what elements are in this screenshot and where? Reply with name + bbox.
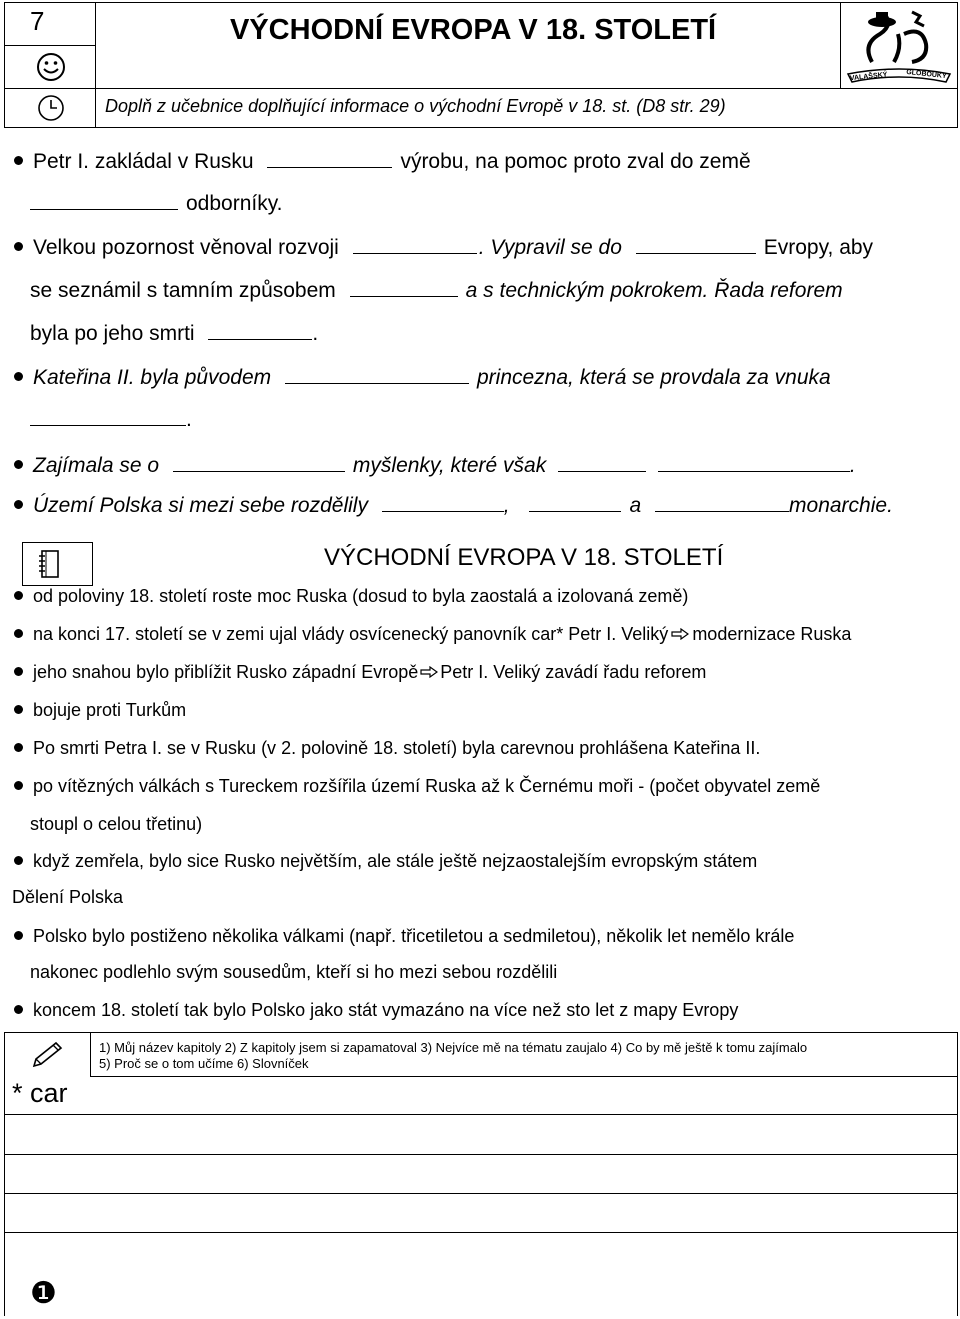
exercise-line-8: Zajímala se o myšlenky, které však . — [14, 450, 856, 478]
arrow-right-icon — [420, 662, 438, 683]
answer-blank[interactable] — [655, 490, 789, 512]
reflection-prompts-1: 1) Můj název kapitoly 2) Z kapitoly jsem si zapamatoval 3) Nejvíce mě na tématu zaujalo 4) Co by mě ještě k tomu zajímalo — [99, 1040, 808, 1055]
page-title: VÝCHODNÍ EVROPA V 18. STOLETÍ — [230, 14, 717, 46]
notes-line-4: bojuje proti Turkům — [14, 700, 186, 721]
school-logo — [842, 4, 956, 91]
smiley-face-icon — [36, 52, 66, 87]
logo-text-right: GLOBOUKY — [905, 68, 947, 81]
footer-vline — [90, 1032, 91, 1076]
footer-hline-2 — [4, 1114, 958, 1115]
header-vline-1 — [95, 2, 96, 128]
answer-blank[interactable] — [353, 232, 477, 254]
bullet — [14, 743, 23, 752]
footer-hline-1 — [90, 1076, 958, 1077]
answer-blank[interactable] — [30, 404, 186, 426]
bullet — [14, 1005, 23, 1014]
notes-line-3: jeho snahou bylo přiblížit Rusko západní Evropě Petr I. Veliký zavádí řadu reforem — [14, 662, 706, 683]
exercise-line-4: se seznámil s tamním způsobem a s technickým pokrokem. Řada reforem — [30, 275, 843, 303]
bullet — [14, 372, 23, 381]
exercise-line-7: . — [30, 404, 192, 432]
answer-blank[interactable] — [173, 450, 345, 472]
bullet — [14, 500, 23, 509]
notes-title: VÝCHODNÍ EVROPA V 18. STOLETÍ — [324, 544, 724, 571]
answer-blank[interactable] — [208, 318, 312, 340]
exercise-line-2: odborníky. — [30, 188, 283, 216]
header-vline-2 — [840, 2, 841, 88]
bullet — [14, 460, 23, 469]
bullet — [14, 856, 23, 865]
clock-icon — [37, 94, 65, 127]
pencil-icon — [30, 1040, 64, 1075]
exercise-line-6: Kateřina II. byla původem princezna, která se provdala za vnuka — [14, 362, 831, 390]
notes-line-1: od poloviny 18. století roste moc Ruska (dosud to byla zaostalá a izolovaná země) — [14, 586, 688, 607]
footer-hline-4 — [4, 1193, 958, 1194]
footer-table — [4, 1032, 958, 1316]
answer-blank[interactable] — [285, 362, 469, 384]
notebook-icon — [36, 548, 62, 585]
notes-subheading: Dělení Polska — [12, 887, 124, 907]
page-marker: ❶ — [30, 1277, 57, 1310]
bullet — [14, 629, 23, 638]
chapter-number: 7 — [30, 6, 45, 36]
notes-line-8: když zemřela, bylo sice Rusko největším, ale stále ještě nejzaostalejším evropským státem — [14, 851, 757, 872]
bullet — [14, 931, 23, 940]
answer-blank[interactable] — [30, 188, 178, 210]
bullet — [14, 156, 23, 165]
header-hline-2 — [4, 88, 958, 89]
notes-title-vline — [92, 542, 93, 586]
header-hline-1 — [4, 45, 95, 46]
answer-blank[interactable] — [658, 450, 850, 472]
answer-blank[interactable] — [636, 232, 756, 254]
notes-line-11: nakonec podlehlo svým sousedům, kteří si ho mezi sebou rozdělili — [30, 962, 558, 982]
arrow-right-icon — [671, 624, 689, 645]
glossary-term: * car — [12, 1078, 68, 1108]
reflection-prompts-2: 5) Proč se o tom učíme 6) Slovníček — [99, 1056, 309, 1071]
bullet — [14, 667, 23, 676]
bullet — [14, 242, 23, 251]
answer-blank[interactable] — [529, 490, 621, 512]
notes-line-2: na konci 17. století se v zemi ujal vlády osvícenecký panovník car* Petr I. Veliký modernizace Ruska — [14, 624, 851, 645]
exercise-line-9: Území Polska si mezi sebe rozdělily , a monarchie. — [14, 490, 893, 518]
notes-line-10: Polsko bylo postiženo několika válkami (např. třicetiletou a sedmiletou), několik let nemělo krále — [14, 926, 794, 947]
answer-blank[interactable] — [267, 146, 392, 168]
footer-hline-3 — [4, 1154, 958, 1155]
exercise-line-5: byla po jeho smrti . — [30, 318, 318, 346]
notes-line-5: Po smrti Petra I. se v Rusku (v 2. polovině 18. století) byla carevnou prohlášena Kateřina II. — [14, 738, 760, 759]
instruction-text: Doplň z učebnice doplňující informace o východní Evropě v 18. st. (D8 str. 29) — [105, 96, 726, 116]
answer-blank[interactable] — [382, 490, 504, 512]
bullet — [14, 591, 23, 600]
bullet — [14, 705, 23, 714]
exercise-line-3: Velkou pozornost věnoval rozvoji . Vypravil se do Evropy, aby — [14, 232, 873, 260]
answer-blank[interactable] — [558, 450, 646, 472]
bullet — [14, 781, 23, 790]
notes-line-7: stoupl o celou třetinu) — [30, 814, 203, 834]
notes-line-12: koncem 18. století tak bylo Polsko jako stát vymazáno na více než sto let z mapy Evropy — [14, 1000, 738, 1021]
notes-line-6: po vítězných válkách s Tureckem rozšířila území Ruska až k Černému moři - (počet obyvatel země — [14, 776, 820, 797]
answer-blank[interactable] — [350, 275, 458, 297]
logo-text-left: VALAŠSKÝ — [849, 71, 888, 83]
footer-hline-5 — [4, 1232, 958, 1233]
exercise-line-1: Petr I. zakládal v Rusku výrobu, na pomoc proto zval do země — [14, 146, 751, 174]
